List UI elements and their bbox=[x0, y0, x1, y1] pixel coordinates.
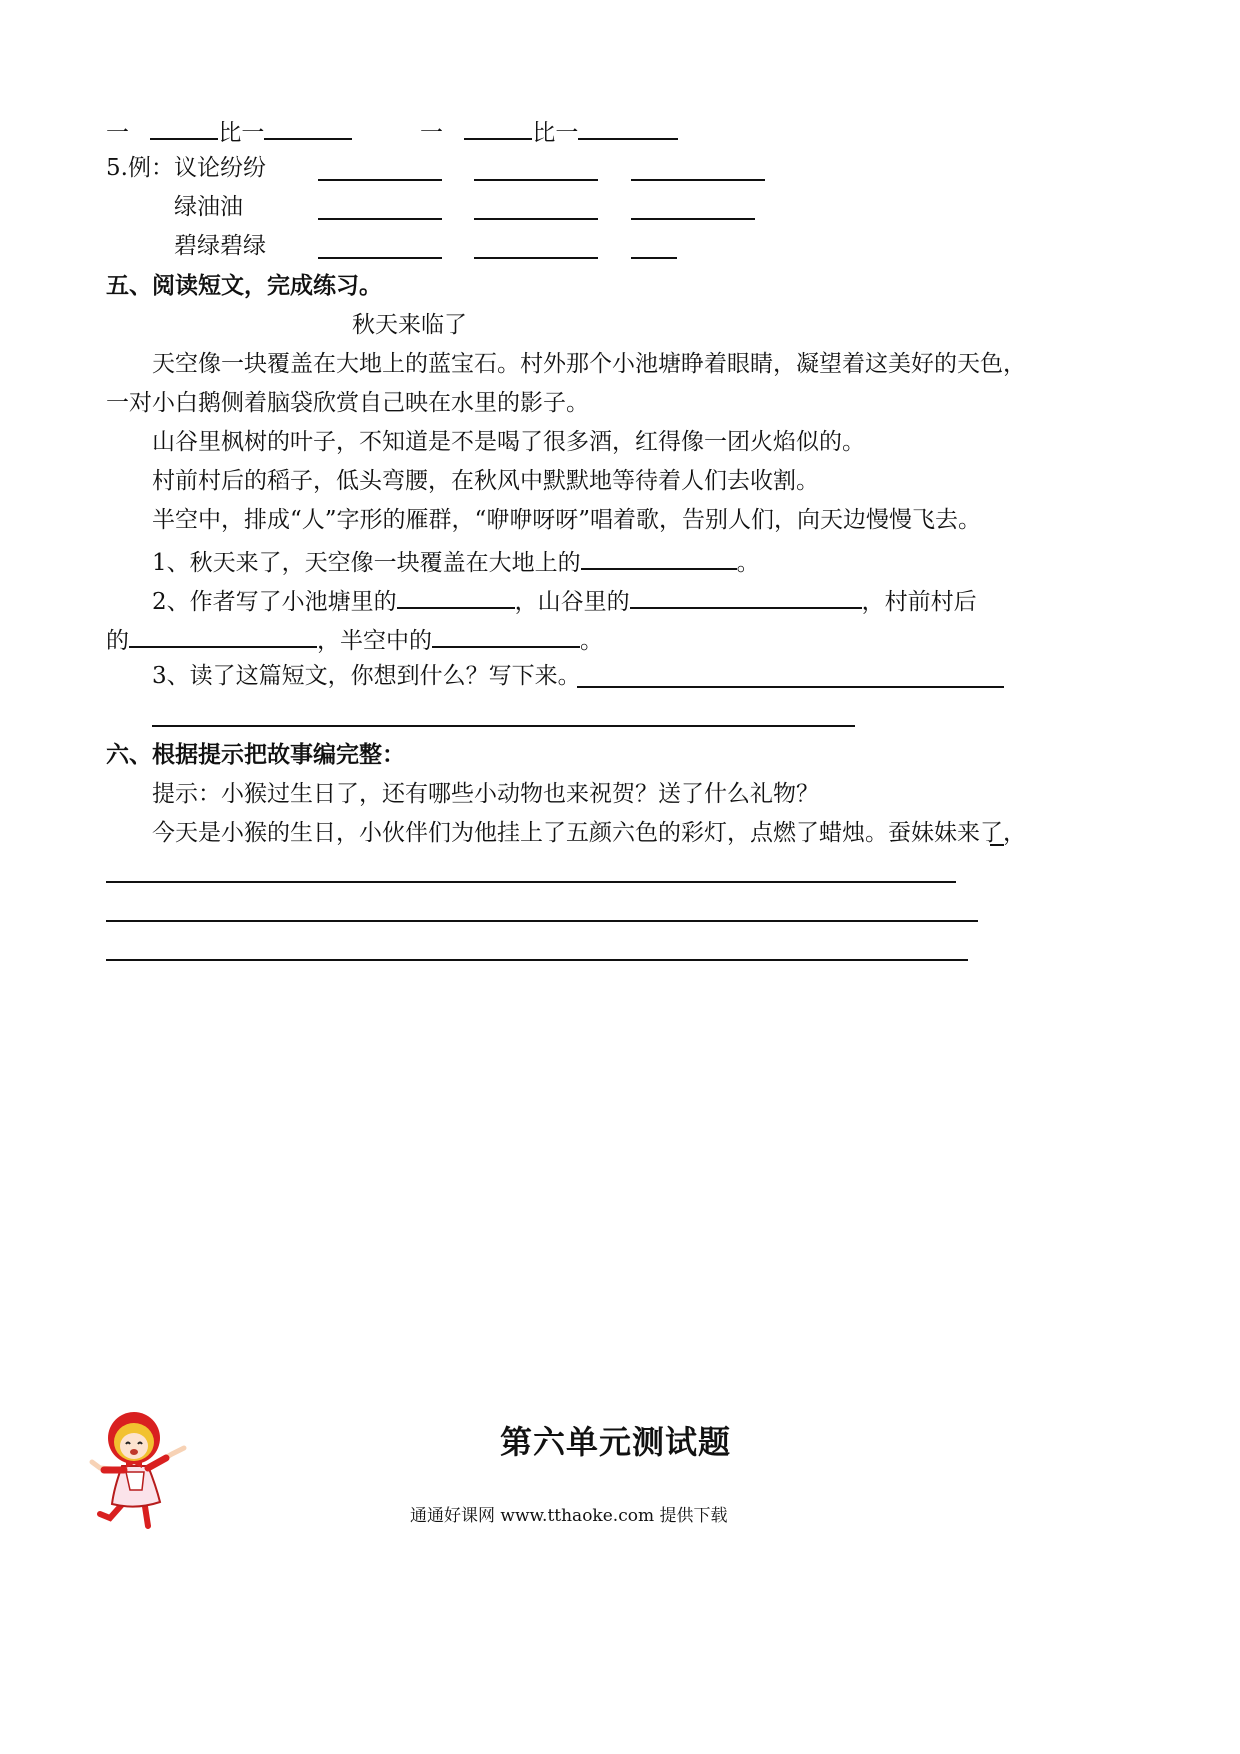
blank[interactable] bbox=[464, 114, 532, 140]
passage-paragraph-4: 半空中，排成“人”字形的雁群，“咿咿呀呀”唱着歌，告别人们，向天边慢慢飞去。 bbox=[152, 507, 982, 533]
question-2-text-e: ，半空中的 bbox=[317, 628, 432, 654]
question-3: 3、读了这篇短文，你想到什么？写下来。 bbox=[152, 663, 581, 689]
answer-line[interactable] bbox=[631, 257, 677, 259]
answer-line[interactable] bbox=[318, 257, 442, 259]
blank[interactable] bbox=[129, 622, 317, 648]
passage-paragraph-2: 山谷里枫树的叶子，不知道是不是喝了很多酒，红得像一团火焰似的。 bbox=[152, 429, 865, 455]
question-2-text-c: ，村前村后 bbox=[861, 589, 977, 615]
answer-line[interactable] bbox=[318, 218, 442, 220]
bi-label: 比一 bbox=[532, 120, 579, 146]
q5-label: 5.例： bbox=[106, 155, 174, 181]
compare-row-left bbox=[106, 114, 352, 148]
answer-line[interactable] bbox=[631, 179, 765, 181]
answer-line[interactable] bbox=[106, 881, 956, 883]
blank[interactable] bbox=[578, 114, 678, 140]
answer-line[interactable] bbox=[152, 725, 855, 727]
dash-char: 一 bbox=[420, 120, 443, 146]
blank[interactable] bbox=[150, 114, 218, 140]
passage-paragraph-1: 天空像一块覆盖在大地上的蓝宝石。村外那个小池塘睁着眼睛，凝望着这美好的天色， bbox=[152, 351, 1026, 377]
question-2-text-d: 的 bbox=[106, 628, 129, 654]
dash-char: 一 bbox=[106, 120, 129, 146]
q5-example-1: 议论纷纷 bbox=[174, 155, 266, 181]
answer-line[interactable] bbox=[474, 179, 598, 181]
blank[interactable] bbox=[581, 544, 737, 570]
question-2-text-a: 2、作者写了小池塘里的 bbox=[152, 589, 397, 615]
q5-example-3: 碧绿碧绿 bbox=[174, 233, 266, 259]
answer-line[interactable] bbox=[474, 257, 598, 259]
passage-paragraph-3: 村前村后的稻子，低头弯腰，在秋风中默默地等待着人们去收割。 bbox=[152, 468, 819, 494]
blank[interactable] bbox=[630, 583, 862, 609]
question-1-text: 1、秋天来了，天空像一块覆盖在大地上的 bbox=[152, 550, 581, 576]
blank[interactable] bbox=[432, 622, 580, 648]
answer-line[interactable] bbox=[631, 218, 755, 220]
blank[interactable] bbox=[264, 114, 352, 140]
question-2-text-f: 。 bbox=[580, 628, 603, 654]
answer-line[interactable] bbox=[577, 686, 1004, 688]
passage-paragraph-1-cont: 一对小白鹅侧着脑袋欣赏自己映在水里的影子。 bbox=[106, 390, 589, 416]
answer-line[interactable] bbox=[474, 218, 598, 220]
girl-mascot-image bbox=[86, 1408, 196, 1530]
section-6-heading: 六、根据提示把故事编完整： bbox=[106, 741, 405, 768]
answer-line[interactable] bbox=[318, 179, 442, 181]
punctuation: 。 bbox=[736, 550, 760, 576]
page-footer: 通通好课网 www.tthaoke.com 提供下载 bbox=[410, 1506, 728, 1526]
question-1 bbox=[152, 544, 760, 578]
section-5-heading: 五、阅读短文，完成练习。 bbox=[106, 272, 382, 299]
story-hint: 提示：小猴过生日了，还有哪些小动物也来祝贺？送了什么礼物？ bbox=[152, 781, 819, 807]
compare-row-right bbox=[420, 114, 678, 148]
story-start: 今天是小猴的生日，小伙伴们为他挂上了五颜六色的彩灯，点燃了蜡烛。蚕妹妹来了， bbox=[152, 820, 1026, 846]
blank[interactable] bbox=[397, 583, 515, 609]
q5-example-2: 绿油油 bbox=[174, 194, 243, 220]
question-2-cont bbox=[106, 622, 603, 656]
bi-label: 比一 bbox=[218, 120, 265, 146]
question-2 bbox=[152, 583, 977, 617]
answer-line[interactable] bbox=[990, 844, 1004, 846]
passage-title: 秋天来临了 bbox=[352, 312, 467, 338]
answer-line[interactable] bbox=[106, 959, 968, 961]
question-2-text-b: ，山谷里的 bbox=[514, 589, 630, 615]
answer-line[interactable] bbox=[106, 920, 978, 922]
next-test-title: 第六单元测试题 bbox=[500, 1423, 732, 1461]
